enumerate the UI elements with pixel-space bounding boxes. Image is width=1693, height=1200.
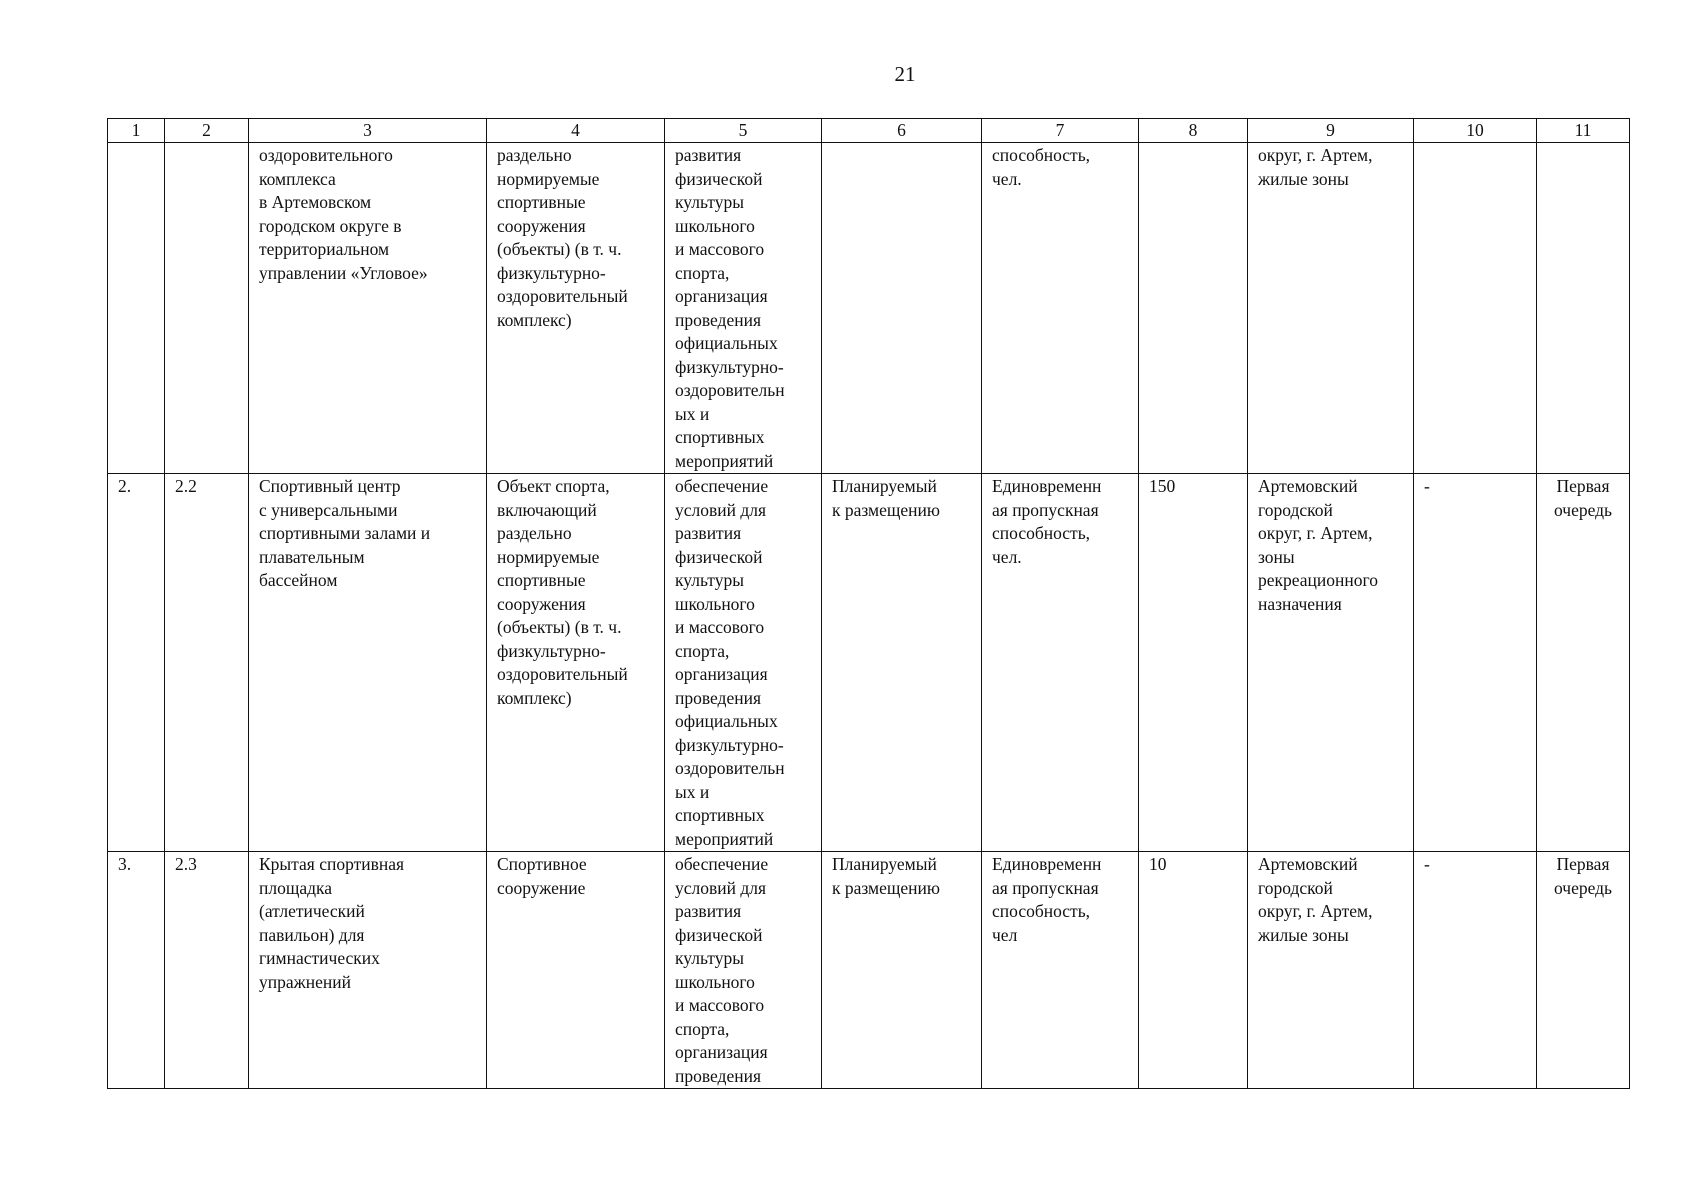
object-name-cell: Спортивный центр с универсальными спортивными залами и плавательным бассейном — [249, 474, 487, 852]
row-number-cell — [108, 143, 165, 474]
column-number: 10 — [1414, 119, 1537, 143]
column-number: 8 — [1139, 119, 1248, 143]
capacity-cell: 150 — [1139, 474, 1248, 852]
location-cell: Артемовский городской округ, г. Артем, жилые зоны — [1248, 852, 1414, 1089]
location-cell: округ, г. Артем, жилые зоны — [1248, 143, 1414, 474]
stage-cell — [1537, 143, 1630, 474]
status-cell: Планируемый к размещению — [822, 852, 982, 1089]
column-number: 1 — [108, 119, 165, 143]
characteristic-cell: Единовременн ая пропускная способность, чел. — [982, 474, 1139, 852]
page-number: 21 — [894, 62, 916, 86]
zone-cell: - — [1414, 852, 1537, 1089]
object-name-cell: оздоровительного комплекса в Артемовском городском округе в территориальном управлении «Угловое» — [249, 143, 487, 474]
purpose-cell: развития физической культуры школьного и массового спорта, организация проведения официальных физкультурно- оздоровительн ых и спортивных мероприятий — [665, 143, 822, 474]
object-type-cell: Спортивное сооружение — [487, 852, 665, 1089]
capacity-cell — [1139, 143, 1248, 474]
object-type-cell: Объект спорта, включающий раздельно нормируемые спортивные сооружения (объекты) (в т. ч. физкультурно- оздоровительный комплекс) — [487, 474, 665, 852]
characteristic-cell: способность, чел. — [982, 143, 1139, 474]
purpose-cell: обеспечение условий для развития физической культуры школьного и массового спорта, организация проведения — [665, 852, 822, 1089]
stage-cell: Первая очередь — [1537, 852, 1630, 1089]
table-row — [108, 852, 1630, 1089]
location-cell: Артемовский городской округ, г. Артем, зоны рекреационного назначения — [1248, 474, 1414, 852]
column-number: 2 — [165, 119, 249, 143]
column-number: 11 — [1537, 119, 1630, 143]
item-code-cell — [165, 143, 249, 474]
column-number: 3 — [249, 119, 487, 143]
zone-cell: - — [1414, 474, 1537, 852]
object-name-cell: Крытая спортивная площадка (атлетический павильон) для гимнастических упражнений — [249, 852, 487, 1089]
status-cell — [822, 143, 982, 474]
table-row — [108, 474, 1630, 852]
column-number: 7 — [982, 119, 1139, 143]
status-cell: Планируемый к размещению — [822, 474, 982, 852]
characteristic-cell: Единовременн ая пропускная способность, чел — [982, 852, 1139, 1089]
column-number: 9 — [1248, 119, 1414, 143]
row-number-cell: 3. — [108, 852, 165, 1089]
zone-cell — [1414, 143, 1537, 474]
facilities-table — [107, 118, 1630, 1089]
object-type-cell: раздельно нормируемые спортивные сооружения (объекты) (в т. ч. физкультурно- оздоровительный комплекс) — [487, 143, 665, 474]
item-code-cell: 2.3 — [165, 852, 249, 1089]
item-code-cell: 2.2 — [165, 474, 249, 852]
table-row — [108, 143, 1630, 474]
purpose-cell: обеспечение условий для развития физической культуры школьного и массового спорта, организация проведения официальных физкультурно- оздоровительн ых и спортивных мероприятий — [665, 474, 822, 852]
capacity-cell: 10 — [1139, 852, 1248, 1089]
column-number: 4 — [487, 119, 665, 143]
column-number: 6 — [822, 119, 982, 143]
column-number: 5 — [665, 119, 822, 143]
stage-cell: Первая очередь — [1537, 474, 1630, 852]
column-number-row — [108, 119, 1630, 143]
row-number-cell: 2. — [108, 474, 165, 852]
